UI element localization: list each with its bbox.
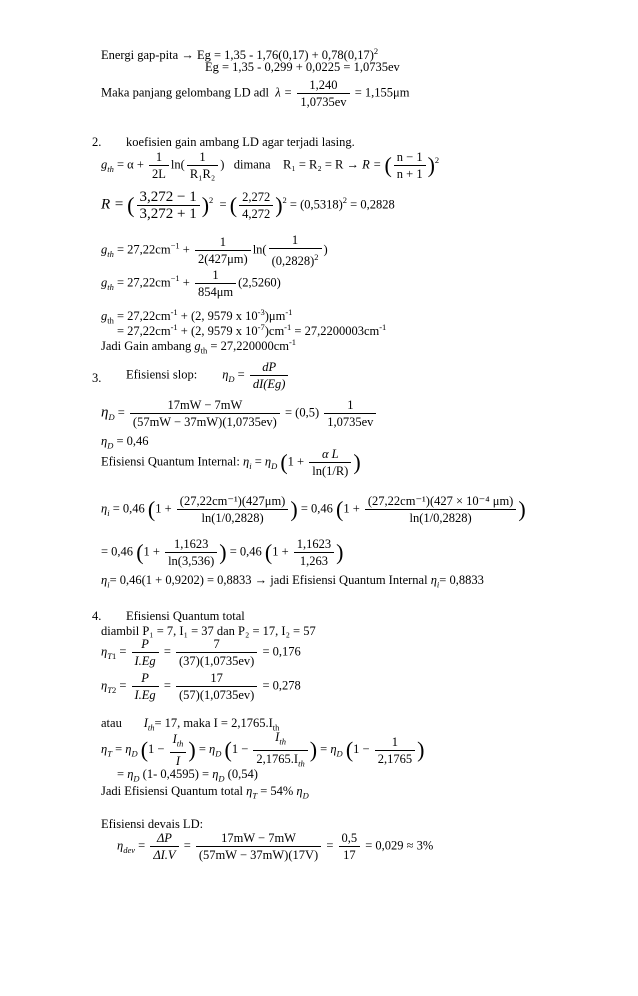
bandgap-line-2	[205, 60, 400, 74]
section-2-number: 2.	[92, 135, 102, 149]
numerator: P	[132, 671, 159, 687]
denominator: 17	[343, 848, 356, 862]
gth-formula	[101, 150, 439, 181]
d-subscript: D	[228, 373, 235, 384]
th-subscript: th	[107, 281, 114, 292]
t-subscript: T	[107, 650, 112, 661]
denominator: 854μm	[197, 285, 234, 299]
d-subscript: D	[133, 773, 140, 784]
superscript: -7	[257, 322, 265, 332]
equals: =	[138, 838, 146, 853]
i-subscript: i	[107, 579, 110, 590]
denominator: I.Eg	[134, 688, 156, 702]
two-subscript: 2	[111, 684, 117, 695]
denominator: ΔI.V	[153, 848, 176, 862]
internal-qe-value: = 0,8833	[439, 573, 484, 587]
frac-1-over-R1R2	[187, 150, 218, 181]
frac-11623-1263	[294, 537, 334, 568]
internal-qe-result	[101, 573, 484, 592]
r-mid: = (0,5318)	[289, 197, 343, 212]
eta-T2	[101, 671, 301, 702]
one-minus: 1 −	[353, 741, 370, 756]
gth-result: = 27,2200003cm	[294, 324, 380, 339]
internal-qe-text: = 0,46(1 + 0,9202) = 0,8833 → jadi Efisiensi Quantum Internal	[109, 573, 428, 587]
th-subscript: th	[200, 345, 208, 356]
eta-symbol: η	[296, 784, 303, 798]
equals: =	[183, 838, 191, 853]
denominator	[253, 751, 307, 771]
gth-alpha: = 27,22cm	[117, 242, 171, 257]
factor-046: = 0,46	[101, 544, 134, 559]
eta-symbol: η	[101, 644, 108, 659]
one-subscript: 1	[111, 650, 117, 661]
g-symbol: g	[101, 275, 108, 290]
eta-symbol: η	[222, 367, 229, 382]
one-plus: 1 +	[272, 544, 289, 559]
numerator: 0,5	[339, 831, 361, 847]
numerator: dP	[250, 360, 289, 376]
denominator: 2L	[152, 167, 166, 181]
numerator: 1	[149, 150, 169, 166]
wavelength-fraction	[297, 78, 349, 109]
superscript: -1	[288, 337, 297, 347]
paren-open: (	[127, 192, 135, 218]
superscript: 2	[373, 46, 379, 56]
superscript: -3	[257, 307, 265, 317]
numerator: 1	[187, 150, 218, 166]
d-subscript: D	[108, 411, 115, 422]
half-factor: = (0,5)	[284, 405, 320, 420]
denominator: (57mW − 37mW)(17V)	[198, 848, 319, 862]
denominator: ln(3,536)	[168, 554, 215, 568]
numerator: ΔP	[150, 831, 178, 847]
frac-2-427	[195, 235, 251, 266]
gth-factor: (2,5260)	[238, 275, 281, 290]
eta-symbol: η	[101, 573, 108, 587]
numerator	[170, 732, 187, 753]
paren-close: )	[290, 496, 298, 522]
numerator: 1	[324, 398, 376, 414]
eta-T-formula	[101, 730, 424, 770]
superscript: -1	[285, 307, 293, 317]
eta-symbol: η	[101, 434, 108, 448]
paren-open: (	[147, 496, 156, 522]
superscript: -1	[379, 322, 387, 332]
gth-line-2	[101, 233, 328, 268]
paren-close: )	[427, 152, 435, 178]
device-eff-value: = 0,029 ≈ 3%	[365, 838, 434, 853]
equals: =	[115, 741, 123, 756]
denominator: (57)(1,0735ev)	[179, 688, 255, 702]
frac-P-IEg	[132, 637, 159, 668]
gth-alpha: = 27,22cm	[117, 275, 171, 290]
total-qe-label: Jadi Efisiensi Quantum total	[101, 784, 243, 798]
superscript: -1	[170, 322, 178, 332]
factor-046: = 0,46	[112, 501, 145, 516]
g-symbol: g	[101, 309, 108, 324]
wavelength-line	[101, 78, 409, 109]
frac-1-over-2L	[149, 150, 169, 181]
ln-open: ln(	[252, 242, 267, 257]
ln-close: )	[323, 242, 328, 257]
bandgap-label: Energi gap-pita	[101, 48, 179, 63]
eta-symbol: η	[264, 454, 272, 469]
th-subscript: th	[107, 315, 114, 326]
factor-046: = 0,46	[229, 544, 262, 559]
numerator: 17mW − 7mW	[130, 398, 280, 414]
paren-close: )	[336, 539, 344, 565]
paren-close: )	[309, 737, 318, 762]
th-subscript: th	[272, 722, 280, 733]
denominator: R₁R₂	[189, 167, 216, 181]
bandgap-eq-2: Eg = 1,35 - 0,299 + 0,0225 = 1,0735ev	[205, 60, 400, 74]
d-subscript: D	[218, 773, 225, 784]
r-definition: R =	[362, 157, 382, 172]
paren-open: (	[384, 152, 392, 178]
denominator: (37)(1,0735ev)	[179, 654, 255, 668]
equals: =	[237, 367, 245, 382]
eta-symbol: η	[101, 404, 109, 421]
paren-open: (	[140, 737, 149, 762]
g-symbol: g	[101, 157, 108, 172]
th-subscript: th	[107, 163, 114, 174]
internal-qe-label: Efisiensi Quantum Internal:	[101, 454, 240, 469]
t-subscript: T	[107, 748, 112, 759]
i-symbol: I	[172, 732, 177, 747]
frac-dP-dIV	[150, 831, 178, 862]
eta-symbol: η	[246, 784, 253, 798]
numerator	[253, 730, 307, 751]
i-symbol: I	[175, 753, 181, 768]
denominator: 1,0735ev	[300, 95, 347, 109]
total-qe-conclusion	[101, 784, 309, 803]
denominator-text: 2,1765.I	[256, 751, 299, 766]
paren-close: )	[518, 496, 526, 522]
frac-7-37	[176, 637, 257, 668]
eta-symbol: η	[430, 573, 437, 587]
device-eff-label: Efisiensi devais LD:	[101, 817, 204, 831]
denominator	[269, 249, 322, 268]
ln-close: )	[220, 157, 225, 172]
alpha-plus: = α +	[117, 157, 144, 172]
equals: =	[254, 454, 262, 469]
eta-t-factor: (1- 0,4595) =	[142, 767, 210, 781]
one-minus: 1 −	[231, 741, 249, 756]
gth-term: + (2, 9579 x 10	[180, 324, 258, 339]
eta-t1-value: = 0,176	[262, 644, 301, 659]
equals: =	[320, 741, 328, 756]
paren-close: )	[188, 737, 196, 762]
numerator: P	[132, 637, 159, 653]
frac-2722-427e4	[365, 494, 516, 525]
gain-label: Jadi Gain ambang	[101, 339, 192, 354]
equals: =	[198, 741, 206, 756]
g-symbol: g	[101, 242, 108, 257]
section-2-title: koefisien gain ambang LD agar terjadi lasing.	[126, 135, 355, 149]
d-subscript: D	[107, 440, 114, 451]
paren-open: (	[229, 192, 238, 218]
denominator-text: (0,2828)	[271, 254, 315, 269]
square: 2	[314, 252, 319, 262]
section-4-title: Efisiensi Quantum total	[126, 609, 245, 623]
frac-17-57	[176, 671, 257, 702]
paren-close: )	[275, 192, 283, 218]
d-subscript: D	[131, 748, 138, 759]
gain-result: = 27,220000cm	[210, 339, 289, 354]
paren-open: (	[224, 737, 232, 762]
numerator: 7	[176, 637, 257, 653]
r-calc-line: R = ( $\frac{3,272 - 1}{3,272 + 1}$ )$^2$ = ( $\frac{2,272}{4,272}$ )$^2 = (0,5318)^2 = 0,2828$	[101, 189, 395, 222]
frac-n-minus-over-n-plus	[394, 150, 426, 181]
superscript: −1	[170, 240, 180, 251]
gth-unit: )μm	[264, 309, 286, 324]
gth-value: = 27,22cm	[117, 324, 171, 339]
slope-label: Efisiensi slop:	[126, 367, 198, 382]
factor-046: = 0,46	[300, 501, 333, 516]
numerator: α L	[309, 447, 351, 463]
numerator: 1	[195, 235, 251, 251]
numerator: 1,240	[297, 78, 349, 94]
frac-3272	[137, 190, 200, 221]
i-subscript: i	[436, 579, 440, 590]
denominator: 1,263	[299, 554, 329, 568]
plus: +	[182, 275, 190, 290]
lambda-symbol: λ =	[275, 85, 293, 100]
numerator: 1	[195, 268, 236, 284]
frac-dP-dI	[250, 360, 289, 391]
th-subscript: th	[107, 248, 114, 259]
eta-T-calc: = $\eta_D$ (1- $0,4595) = \eta_D$ (0,54)	[117, 767, 258, 784]
eta-symbol: η	[209, 741, 216, 756]
wavelength-label: Maka panjang gelombang LD adl	[101, 85, 270, 100]
frac-11623-ln	[165, 537, 217, 568]
ln-open: ln(	[170, 157, 185, 172]
frac-02828	[269, 233, 322, 268]
paren-open: (	[336, 496, 344, 522]
plus: +	[182, 242, 190, 257]
one-plus: 1 +	[343, 501, 360, 516]
th-subscript: th	[147, 722, 155, 733]
numerator: 2,272	[239, 190, 273, 206]
section-4-number: 4.	[92, 609, 102, 623]
paren-close: )	[353, 449, 361, 475]
frac-05-17	[339, 831, 361, 862]
numerator: 1,1623	[294, 537, 334, 553]
frac-Ith-21765	[253, 730, 307, 770]
eta-symbol: η	[101, 501, 108, 516]
eta-symbol: η	[330, 741, 337, 756]
dev-subscript: dev	[123, 844, 135, 855]
paren-close: )	[417, 737, 425, 762]
paren-close: )	[201, 192, 210, 218]
denominator: ln(1/R)	[312, 464, 349, 478]
numerator: n − 1	[394, 150, 426, 166]
paren-open: (	[264, 539, 273, 565]
superscript: −1	[170, 273, 180, 284]
gain-conclusion	[101, 335, 296, 358]
paren-open: (	[345, 737, 354, 762]
denominator: ln(1/0,2828)	[201, 511, 264, 525]
internal-qe-calc-2	[101, 537, 344, 568]
denominator: I.Eg	[134, 654, 156, 668]
denominator: dI(Eg)	[252, 377, 286, 391]
t-subscript: T	[107, 684, 112, 695]
th-subscript: th	[279, 736, 286, 747]
numerator: (27,22cm⁻¹)(427 × 10⁻⁴ μm)	[365, 494, 516, 510]
eta-symbol: η	[125, 741, 132, 756]
frac-854	[195, 268, 236, 299]
d-subscript: D	[215, 748, 222, 759]
one-plus: 1 +	[287, 454, 305, 469]
eta-t2-value: = 0,278	[262, 678, 301, 693]
device-eff-formula	[117, 831, 433, 862]
paren-close: )	[219, 539, 227, 565]
internal-qe-calc	[101, 494, 526, 525]
d-subscript: D	[336, 748, 343, 759]
one-plus: 1 +	[155, 501, 172, 516]
eta-t-value: (0,54)	[227, 767, 258, 781]
denominator: (57mW − 37mW)(1,0735ev)	[132, 415, 277, 429]
superscript: -1	[170, 307, 178, 317]
gth-line-3	[101, 268, 281, 299]
wavelength-result: = 1,155μm	[354, 85, 410, 100]
equals: =	[326, 838, 334, 853]
equals: =	[117, 405, 125, 420]
denominator: 3,272 + 1	[139, 206, 197, 222]
frac-2722-427	[177, 494, 289, 525]
equals: =	[163, 678, 171, 693]
one-minus: 1 −	[148, 741, 165, 756]
d-subscript: D	[302, 790, 309, 801]
equals: =	[163, 644, 171, 659]
section-4-given: diambil P₁ = 7, I₁ = 37 dan P₂ = 17, I₂ = 57	[101, 624, 316, 638]
frac-17mw	[130, 398, 280, 429]
dimana-text: dimana	[233, 157, 271, 172]
atau-text: atau	[101, 716, 122, 730]
denominator: ln(1/0,2828)	[409, 511, 472, 525]
frac-2272	[239, 190, 273, 221]
gth-unit: )cm	[264, 324, 285, 339]
r-lhs: R =	[101, 196, 125, 213]
frac-10735	[324, 398, 376, 429]
frac-P-IEg	[132, 671, 159, 702]
bandgap-eq-1: → Eg = 1,35 - 1,76(0,17) + 0,78(0,17)	[181, 48, 374, 63]
t-subscript: T	[252, 790, 258, 801]
th-subscript: th	[176, 738, 184, 749]
eta-symbol: η	[101, 678, 108, 693]
equals: =	[119, 644, 127, 659]
frac-alpha-L	[309, 447, 351, 478]
i-subscript: i	[107, 507, 110, 518]
square: 2	[209, 195, 214, 206]
slope-calc	[101, 398, 378, 429]
section-3-number: 3.	[92, 371, 102, 385]
slope-value: = 0,46	[116, 434, 149, 448]
internal-qe-formula	[101, 447, 361, 478]
i-subscript: i	[249, 460, 252, 471]
numerator: (27,22cm⁻¹)(427μm)	[177, 494, 289, 510]
ith-relation: = 17, maka I = 2,1765.I	[154, 716, 273, 730]
eta-symbol: η	[212, 767, 219, 781]
gth-value: = 27,22cm	[117, 309, 171, 324]
numerator: 1	[269, 233, 322, 249]
paren-open: (	[280, 449, 288, 475]
section-3-title	[126, 360, 290, 391]
square: 2	[282, 195, 287, 206]
numerator: 1,1623	[165, 537, 217, 553]
gth-term: + (2, 9579 x 10	[180, 309, 258, 324]
r-equality: R₁ = R₂ = R →	[283, 157, 359, 172]
square: 2	[434, 155, 440, 166]
numerator: 17mW − 7mW	[196, 831, 321, 847]
i-symbol: I	[275, 730, 280, 744]
numerator: 1	[375, 735, 415, 751]
frac-17mw-17v	[196, 831, 321, 862]
numerator: 17	[176, 671, 257, 687]
g-symbol: g	[194, 339, 201, 354]
th-subscript: th	[298, 758, 305, 768]
d-subscript: D	[271, 460, 278, 471]
paren-open: (	[136, 539, 144, 565]
equals: =	[119, 678, 127, 693]
denominator: 4,272	[242, 207, 271, 221]
eta-T1	[101, 637, 301, 668]
eta-symbol: η	[242, 454, 250, 469]
one-plus: 1 +	[143, 544, 160, 559]
numerator: 3,272 − 1	[137, 190, 200, 206]
square: 2	[342, 195, 348, 206]
frac-1-21765	[375, 735, 415, 766]
eta-symbol: η	[117, 838, 124, 853]
eta-symbol: η	[127, 767, 134, 781]
r-result: = 0,2828	[350, 197, 395, 212]
total-qe-value: = 54%	[260, 784, 294, 798]
superscript: -1	[284, 322, 292, 332]
denominator: n + 1	[396, 167, 423, 181]
eta-symbol: η	[101, 741, 108, 756]
i-symbol: I	[143, 716, 148, 730]
denominator: 2(427μm)	[197, 252, 248, 267]
denominator	[170, 753, 187, 768]
denominator: 1,0735ev	[327, 415, 374, 429]
denominator: 2,1765	[377, 751, 413, 766]
frac-Ith-I	[170, 732, 187, 768]
